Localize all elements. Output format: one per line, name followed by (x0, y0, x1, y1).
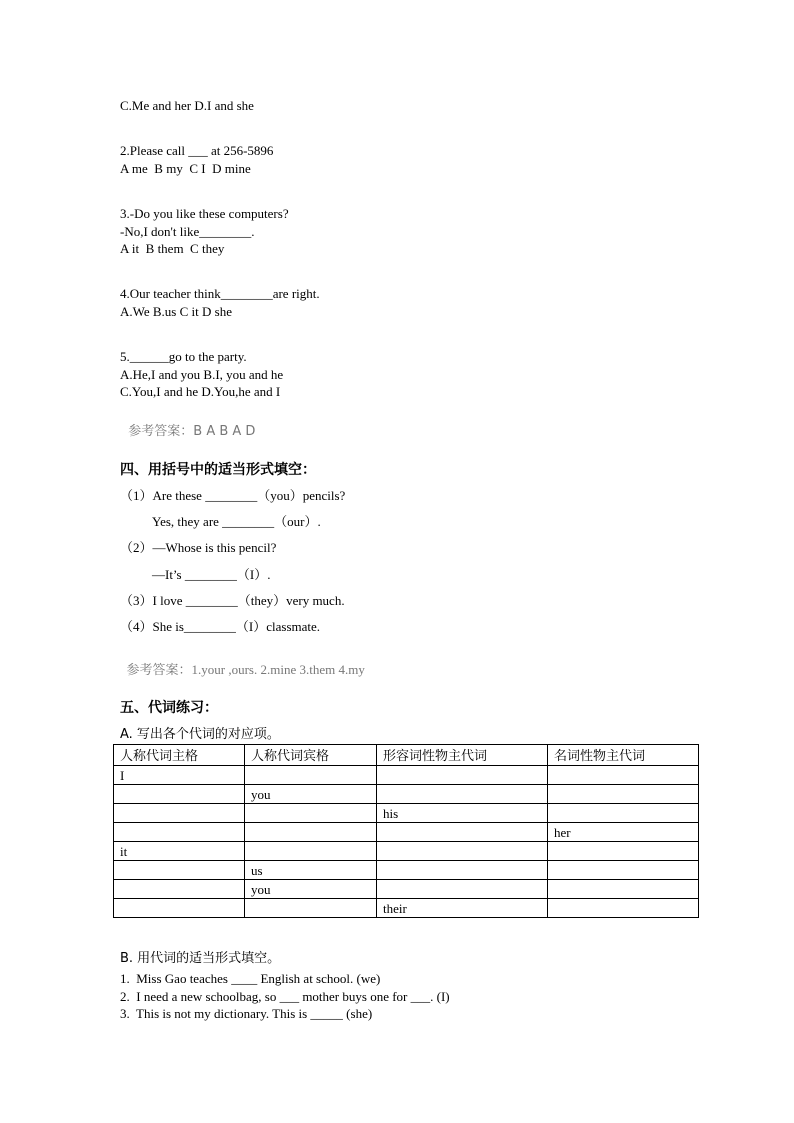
table-row (114, 880, 699, 899)
table-cell: their (377, 899, 548, 918)
table-row (114, 842, 699, 861)
table-cell (548, 766, 699, 785)
table-cell: us (245, 861, 377, 880)
q5-stem: 5.______go to the party. (120, 349, 247, 364)
table-cell (548, 842, 699, 861)
table-row (114, 861, 699, 880)
table-row (114, 785, 699, 804)
q4-stem: 4.Our teacher think________are right. (120, 286, 320, 301)
table-row (114, 899, 699, 918)
section4-heading: 四、用括号中的适当形式填空： (120, 462, 316, 478)
table-cell (548, 861, 699, 880)
q3-line2: -No,I don't like________. (120, 224, 255, 239)
table-cell: his (377, 804, 548, 823)
fill-item-1a: （1）Are these ________（you）pencils? (120, 488, 346, 503)
answer-value: B A B A D (193, 424, 256, 439)
table-cell (114, 899, 245, 918)
fill-item-3: （3）I love ________（they）very much. (120, 593, 345, 608)
part-a-title: A. 写出各个代词的对应项。 (120, 727, 280, 742)
table-cell (377, 823, 548, 842)
table-cell (377, 766, 548, 785)
table-cell (377, 842, 548, 861)
part-b-title: B. 用代词的适当形式填空。 (120, 951, 281, 966)
section4-answer (120, 644, 365, 679)
table-cell: you (245, 785, 377, 804)
q2-options: A me B my C I D mine (120, 161, 251, 176)
table-cell (377, 861, 548, 880)
table-cell (114, 880, 245, 899)
fill-item-4: （4）She is________（I）classmate. (120, 619, 321, 634)
table-row (114, 766, 699, 785)
part-b-item-3: 3. This is not my dictionary. This is _____ (she) (120, 1006, 373, 1021)
part-b-item-1: 1. Miss Gao teaches ____ English at school. (we) (120, 971, 381, 986)
table-header: 形容词性物主代词 (377, 745, 548, 766)
fill-item-2a: （2）—Whose is this pencil? (120, 540, 277, 555)
section5-heading: 五、代词练习： (120, 700, 218, 716)
q3-options: A it B them C they (120, 241, 225, 256)
table-cell: I (114, 766, 245, 785)
table-cell (245, 842, 377, 861)
fill-item-1b: Yes, they are ________（our）. (152, 514, 321, 529)
table-cell: her (548, 823, 699, 842)
table-row (114, 804, 699, 823)
table-cell (548, 899, 699, 918)
table-cell (245, 766, 377, 785)
table-header: 人称代词宾格 (245, 745, 377, 766)
q2-stem: 2.Please call ___ at 256-5896 (120, 143, 274, 158)
fill-item-2b: —It’s ________（I）. (152, 567, 271, 582)
table-cell (114, 861, 245, 880)
table-cell (548, 785, 699, 804)
part-b-item-2: 2. I need a new schoolbag, so ___ mother buys one for ___. (I) (120, 989, 450, 1004)
q3-stem: 3.-Do you like these computers? (120, 206, 289, 221)
table-cell (377, 880, 548, 899)
table-cell (114, 785, 245, 804)
table-cell (548, 804, 699, 823)
answer-value: 1.your ,ours. 2.mine 3.them 4.my (191, 662, 365, 677)
table-header-row (114, 745, 699, 766)
q5-options-1: A.He,I and you B.I, you and he (120, 367, 284, 382)
answer-label: 参考答案： (126, 663, 192, 678)
table-cell (377, 785, 548, 804)
section3-answer (120, 406, 255, 440)
q5-options-2: C.You,I and he D.You,he and I (120, 384, 281, 399)
q4-options: A.We B.us C it D she (120, 304, 232, 319)
table-cell (245, 823, 377, 842)
q1-options-line2: C.Me and her D.I and she (120, 98, 254, 113)
table-row (114, 823, 699, 842)
table-cell (114, 804, 245, 823)
table-cell (548, 880, 699, 899)
table-cell: you (245, 880, 377, 899)
pronoun-table (113, 744, 699, 918)
table-cell (245, 804, 377, 823)
table-header: 名词性物主代词 (548, 745, 699, 766)
table-cell (245, 899, 377, 918)
answer-label: 参考答案： (128, 424, 194, 439)
table-cell (114, 823, 245, 842)
table-cell: it (114, 842, 245, 861)
table-header: 人称代词主格 (114, 745, 245, 766)
